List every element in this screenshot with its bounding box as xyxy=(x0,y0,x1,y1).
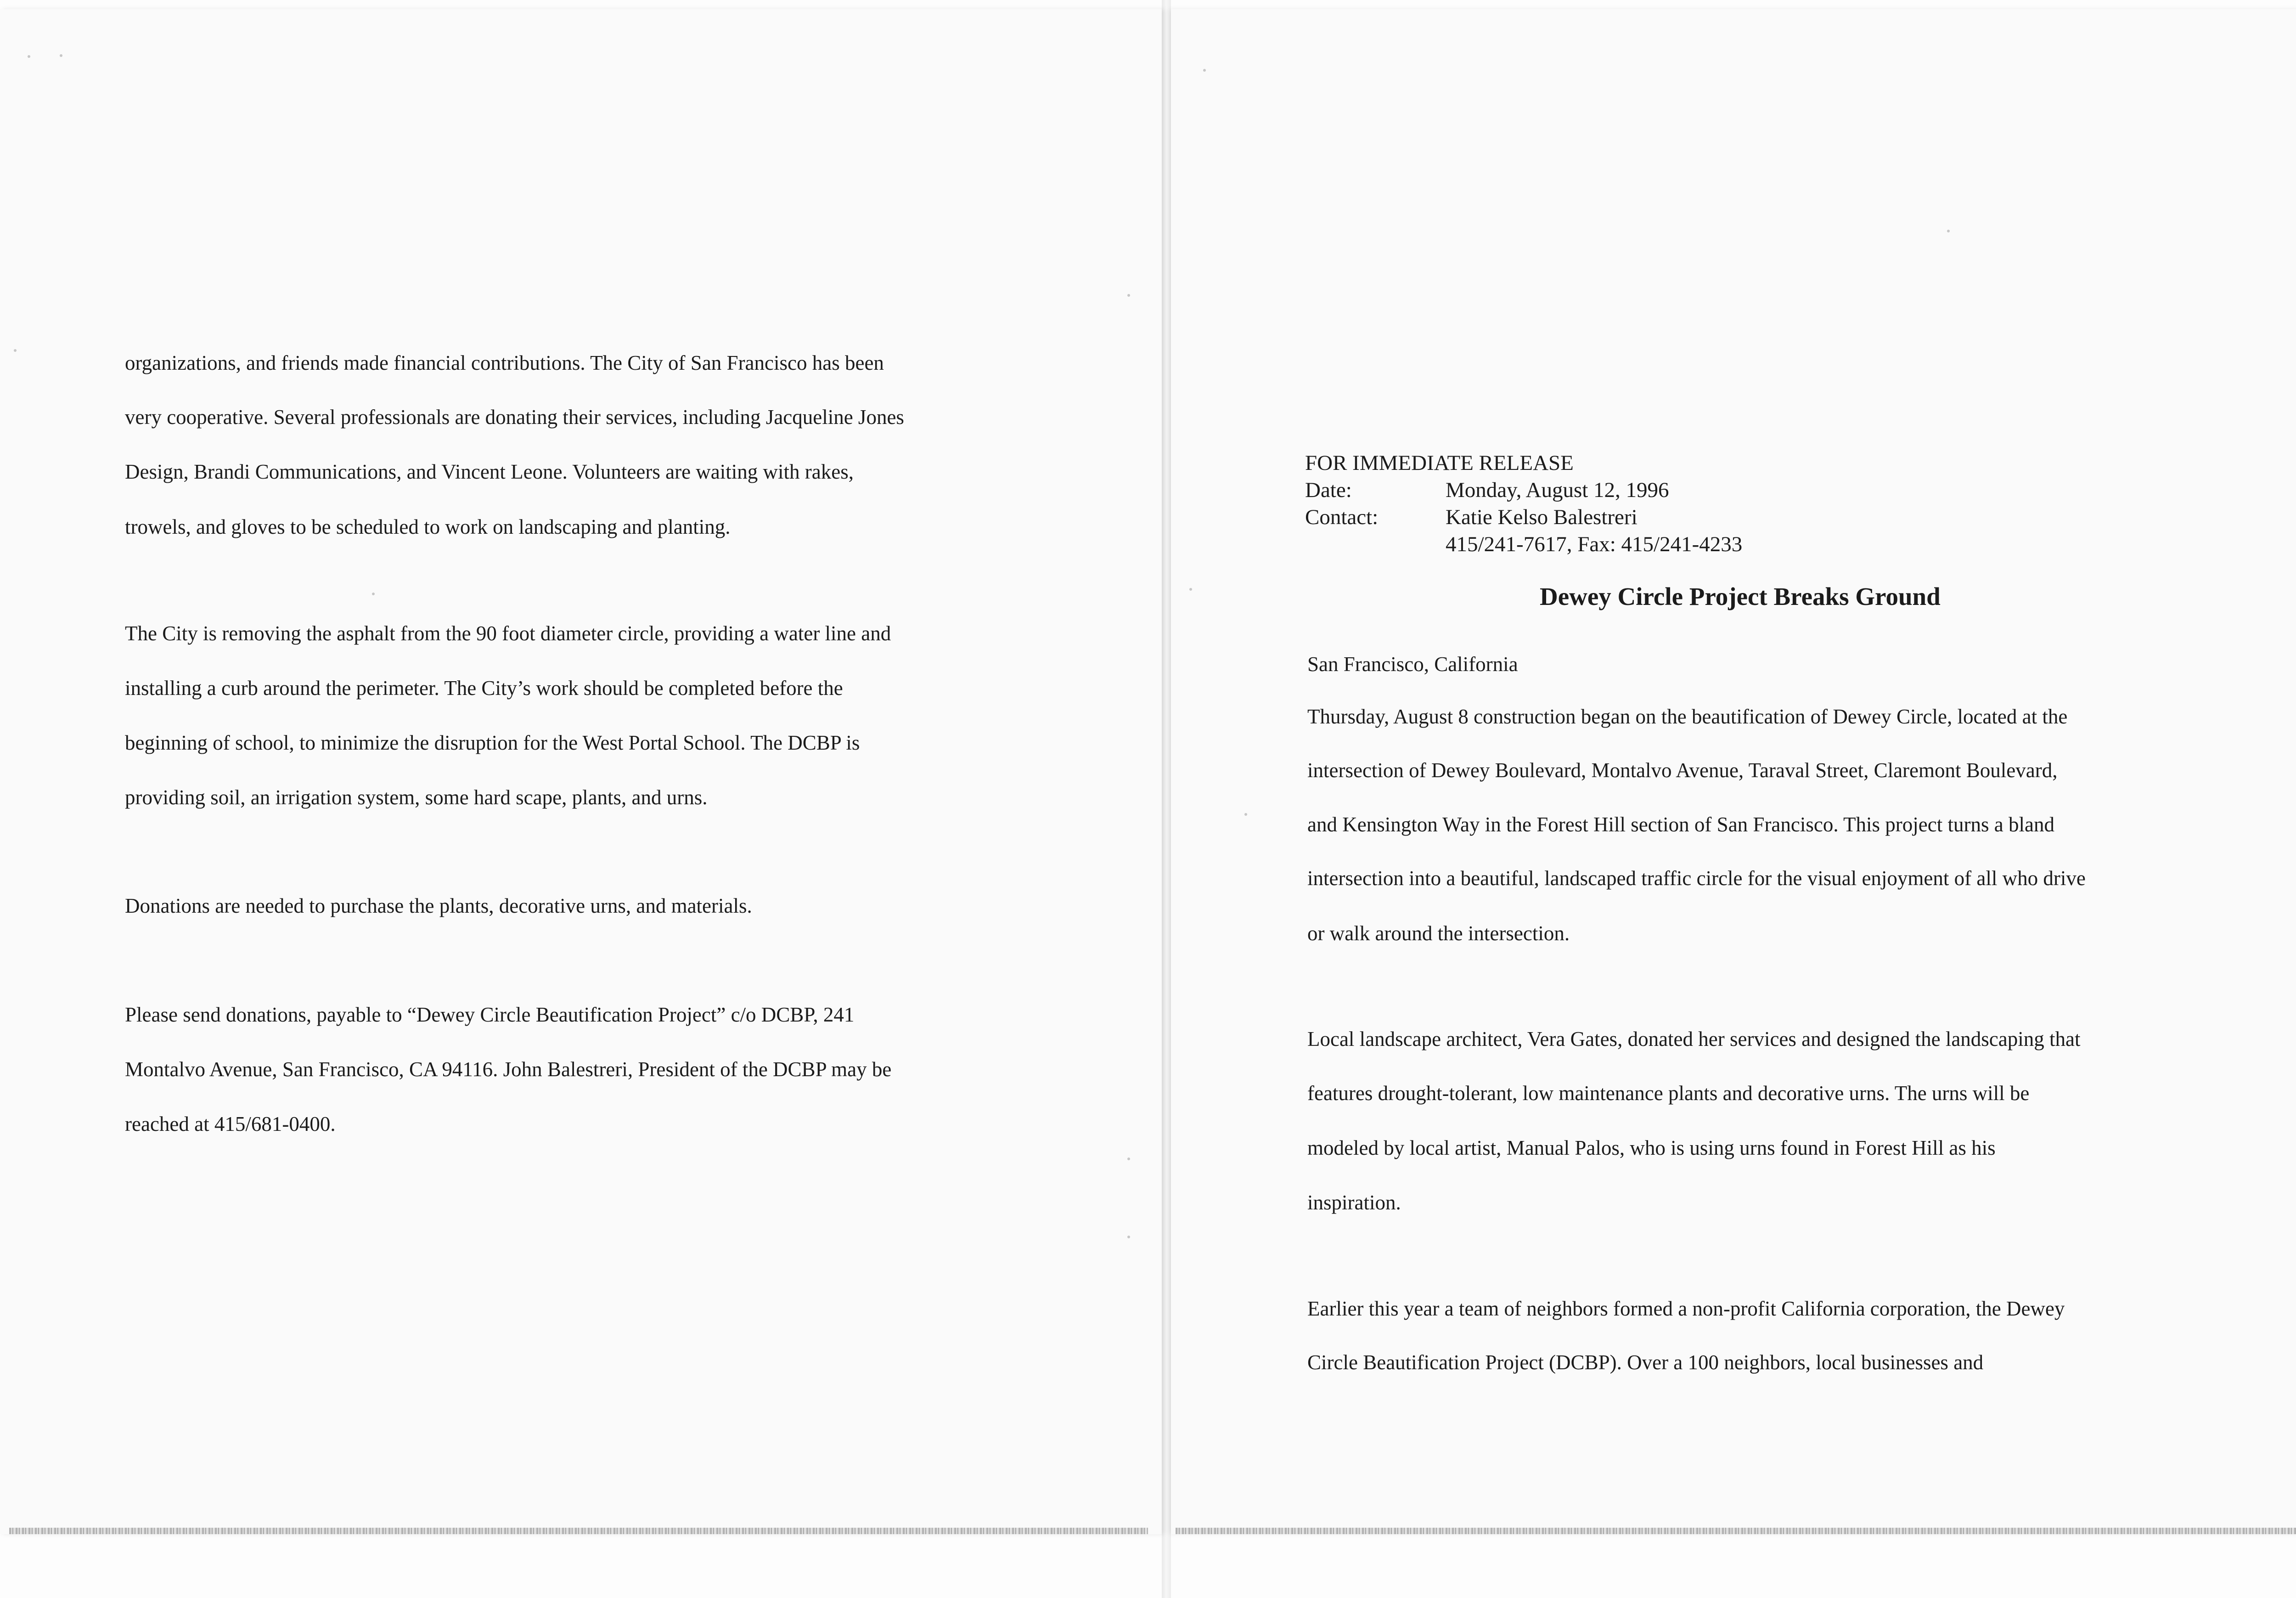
text-line: Design, Brandi Communications, and Vincent Leone. Volunteers are waiting with rakes, xyxy=(125,460,854,483)
text-line: organizations, and friends made financial contributions. The City of San Francisco has been xyxy=(125,351,884,374)
text-line: intersection into a beautiful, landscaped traffic circle for the visual enjoyment of all who drive xyxy=(1307,867,2086,890)
scan-speck xyxy=(1203,69,1206,72)
contact-name: Katie Kelso Balestreri xyxy=(1446,505,1638,529)
text-line: beginning of school, to minimize the disruption for the West Portal School. The DCBP is xyxy=(125,731,860,754)
text-line: modeled by local artist, Manual Palos, who is using urns found in Forest Hill as his xyxy=(1307,1136,1996,1159)
scan-speck xyxy=(28,55,30,58)
text-line: or walk around the intersection. xyxy=(1307,922,1570,945)
text-line: Local landscape architect, Vera Gates, donated her services and designed the landscaping that xyxy=(1307,1028,2081,1050)
text-line: providing soil, an irrigation system, some hard scape, plants, and urns. xyxy=(125,786,708,809)
page-gap xyxy=(1162,0,1171,1598)
scan-speck xyxy=(372,593,375,595)
scan-speck xyxy=(1127,1158,1130,1160)
text-line: reached at 415/681-0400. xyxy=(125,1112,336,1135)
scan-speck xyxy=(14,349,17,352)
scan-speck xyxy=(1127,294,1130,297)
text-line: Circle Beautification Project (DCBP). Over a 100 neighbors, local businesses and xyxy=(1307,1351,1984,1374)
scan-speck xyxy=(1947,230,1950,232)
scan-speck xyxy=(1127,1236,1130,1238)
page-bottom-edge xyxy=(9,1528,1148,1534)
scan-speck xyxy=(60,54,62,57)
text-line: installing a curb around the perimeter. The City’s work should be completed before the xyxy=(125,677,843,700)
page-bottom-edge xyxy=(1176,1528,2296,1534)
left-page xyxy=(0,9,1162,1534)
scan-speck xyxy=(1244,813,1247,816)
date-value: Monday, August 12, 1996 xyxy=(1446,478,1669,502)
text-line: Please send donations, payable to “Dewey Circle Beautification Project” c/o DCBP, 241 xyxy=(125,1003,855,1026)
text-line: Earlier this year a team of neighbors formed a non-profit California corporation, the Dewey xyxy=(1307,1297,2065,1320)
dateline: San Francisco, California xyxy=(1307,653,1518,676)
text-line: trowels, and gloves to be scheduled to work on landscaping and planting. xyxy=(125,515,731,538)
headline: Dewey Circle Project Breaks Ground xyxy=(1540,582,1941,610)
text-line: Thursday, August 8 construction began on the beautification of Dewey Circle, located at the xyxy=(1307,705,2068,728)
text-line: Donations are needed to purchase the plants, decorative urns, and materials. xyxy=(125,894,752,917)
right-page xyxy=(1171,9,2296,1534)
text-line: features drought-tolerant, low maintenance plants and decorative urns. The urns will be xyxy=(1307,1082,2030,1105)
text-line: very cooperative. Several professionals are donating their services, including Jacqueline Jones xyxy=(125,406,904,429)
text-line: The City is removing the asphalt from the 90 foot diameter circle, providing a water line and xyxy=(125,622,891,645)
text-line: inspiration. xyxy=(1307,1191,1401,1214)
text-line: and Kensington Way in the Forest Hill section of San Francisco. This project turns a bland xyxy=(1307,813,2054,836)
contact-label: Contact: xyxy=(1305,505,1379,529)
release-status: FOR IMMEDIATE RELEASE xyxy=(1305,451,1574,475)
scan-speck xyxy=(1189,588,1192,591)
date-label: Date: xyxy=(1305,478,1352,502)
contact-phone: 415/241-7617, Fax: 415/241-4233 xyxy=(1446,532,1743,556)
text-line: Montalvo Avenue, San Francisco, CA 94116. John Balestreri, President of the DCBP may be xyxy=(125,1058,892,1081)
text-line: intersection of Dewey Boulevard, Montalvo Avenue, Taraval Street, Claremont Boulevard, xyxy=(1307,759,2058,782)
